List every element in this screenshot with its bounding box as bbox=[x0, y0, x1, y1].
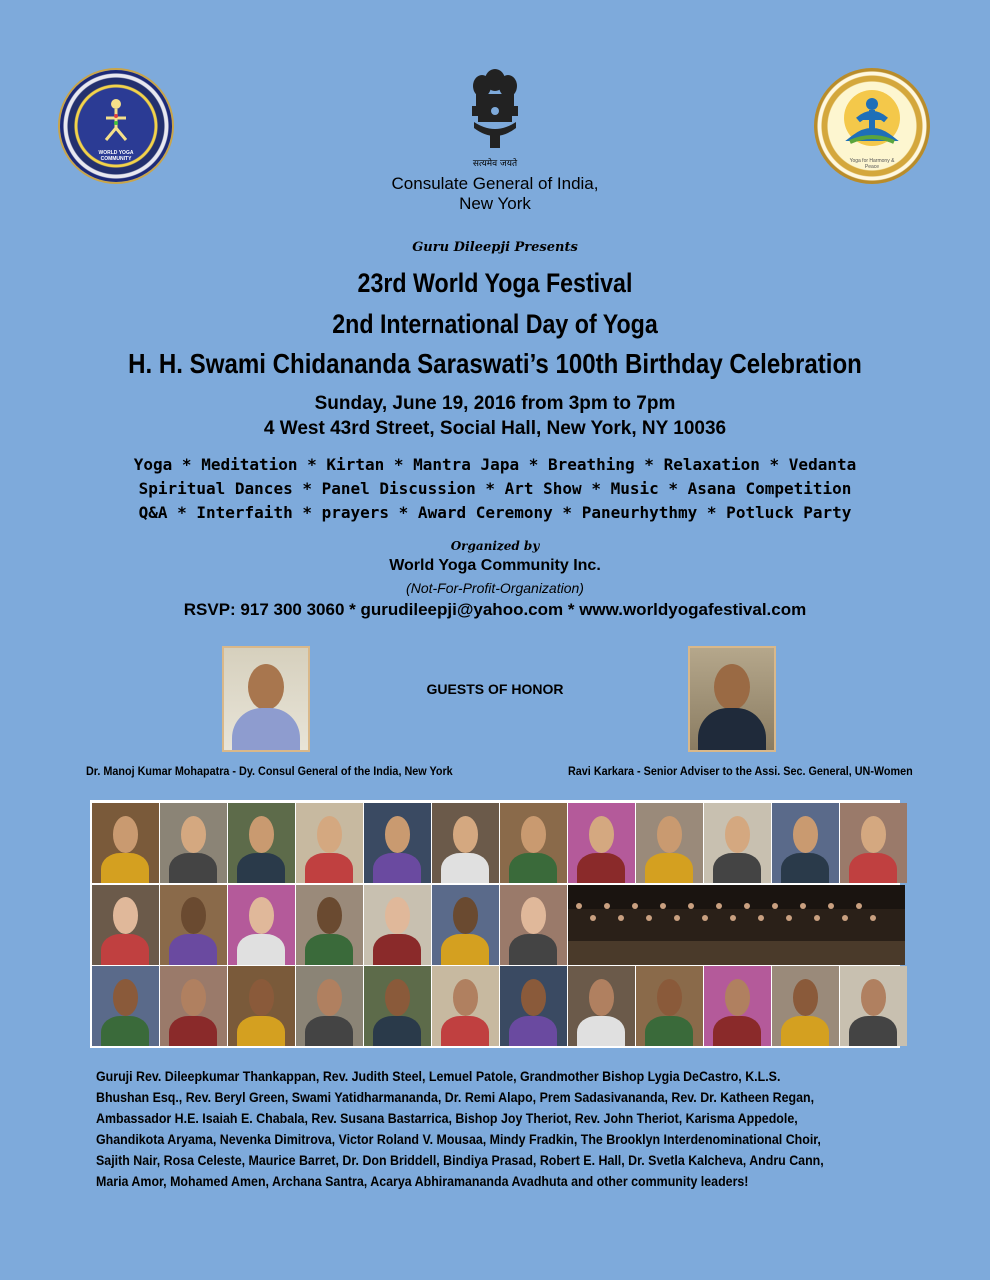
guest-caption-left: Dr. Manoj Kumar Mohapatra - Dy. Consul General of the India, New York bbox=[86, 764, 453, 778]
activities-line: Yoga * Meditation * Kirtan * Mantra Japa * Breathing * Relaxation * Vedanta bbox=[133, 455, 857, 474]
choir-photo bbox=[568, 885, 905, 965]
community-photo bbox=[296, 803, 363, 883]
activities-line: Q&A * Interfaith * prayers * Award Ceremony * Paneurhythmy * Potluck Party bbox=[138, 503, 852, 522]
community-photo bbox=[364, 966, 431, 1046]
community-photo bbox=[840, 966, 907, 1046]
guests-of-honor-heading: GUESTS OF HONOR bbox=[426, 681, 564, 697]
community-photo bbox=[500, 966, 567, 1046]
international-day-of-yoga-logo bbox=[814, 68, 930, 184]
community-photo bbox=[364, 885, 431, 965]
right-logo-text: Yoga for Harmony & Peace bbox=[849, 158, 895, 170]
community-photo bbox=[500, 803, 567, 883]
community-photo bbox=[772, 966, 839, 1046]
national-emblem-icon bbox=[462, 66, 528, 166]
presenter-line: Guru Dileepji Presents bbox=[412, 240, 578, 255]
emblem-motto: सत्यमेव जयते bbox=[472, 159, 518, 169]
consulate-city: New York bbox=[459, 194, 531, 213]
activities-line: Spiritual Dances * Panel Discussion * Art Show * Music * Asana Competition bbox=[138, 479, 852, 498]
organizer-type: (Not-For-Profit-Organization) bbox=[406, 580, 584, 596]
community-photo bbox=[160, 885, 227, 965]
community-photo bbox=[636, 803, 703, 883]
community-leaders-list: Guruji Rev. Dileepkumar Thankappan, Rev. Judith Steel, Lemuel Patole, Grandmother Bishop Lygia DeCastro, K.L.S. Bhushan Esq., Rev. Beryl Green, Swami Yatidharmananda, Dr. Remi Alapo, Prem Sadasivananda, Rev. Dr. Katheen Regan, Ambassador H.E. Isaiah E. Chabala, Rev. Susana Bastarrica, Bishop Joy Theriot, Rev. John Theriot, Karisma Appedole, Ghandikota Aryama, Nevenka Dimitrova, Victor Roland V. Mousaa, Mindy Fradkin, The Brooklyn Interdenominational Choir, Sajith Nair, Rosa Celeste, Maurice Barret, Dr. Don Briddell, Bindiya Prasad, Robert E. Hall, Dr. Svetla Kalcheva, Andru Cann, Maria Amor, Mohamed Amen, Archana Santra, Acarya Abhiramananda Avadhuta and other community leaders! bbox=[96, 1069, 824, 1189]
community-photo bbox=[160, 803, 227, 883]
meditating-figure-icon bbox=[102, 98, 130, 148]
community-photo bbox=[92, 966, 159, 1046]
community-photo bbox=[432, 885, 499, 965]
guest-caption-right: Ravi Karkara - Senior Adviser to the Assi. Sec. General, UN-Women bbox=[568, 764, 913, 778]
rsvp-contact: RSVP: 917 300 3060 * gurudileepji@yahoo.com * www.worldyogafestival.com bbox=[183, 600, 807, 619]
event-address: 4 West 43rd Street, Social Hall, New York, NY 10036 bbox=[263, 418, 727, 439]
community-photo bbox=[228, 885, 295, 965]
yoga-day-title: 2nd International Day of Yoga bbox=[332, 309, 658, 339]
organizer-name: World Yoga Community Inc. bbox=[389, 557, 601, 574]
guest-portrait-right bbox=[688, 646, 776, 752]
community-photo bbox=[160, 966, 227, 1046]
birthday-title: H. H. Swami Chidananda Saraswati’s 100th Birthday Celebration bbox=[128, 348, 862, 379]
guest-portrait-left bbox=[222, 646, 310, 752]
community-photo bbox=[568, 803, 635, 883]
community-photo bbox=[228, 803, 295, 883]
community-photo bbox=[772, 803, 839, 883]
community-photo bbox=[296, 885, 363, 965]
consulate-name: Consulate General of India, bbox=[391, 174, 599, 193]
left-logo-text: WORLD YOGA COMMUNITY bbox=[98, 150, 134, 162]
community-photo bbox=[296, 966, 363, 1046]
community-photo bbox=[704, 966, 771, 1046]
community-photo bbox=[228, 966, 295, 1046]
organized-by-label: Organized by bbox=[450, 539, 540, 553]
community-photo bbox=[568, 966, 635, 1046]
community-photo bbox=[92, 885, 159, 965]
community-photo bbox=[704, 803, 771, 883]
community-photo bbox=[500, 885, 567, 965]
event-date: Sunday, June 19, 2016 from 3pm to 7pm bbox=[314, 393, 676, 414]
community-photo bbox=[432, 966, 499, 1046]
community-photo bbox=[840, 803, 907, 883]
community-photo bbox=[636, 966, 703, 1046]
community-photo bbox=[92, 803, 159, 883]
festival-title: 23rd World Yoga Festival bbox=[357, 268, 633, 298]
community-photo bbox=[432, 803, 499, 883]
community-photo-mosaic bbox=[90, 800, 900, 1048]
community-photo bbox=[364, 803, 431, 883]
